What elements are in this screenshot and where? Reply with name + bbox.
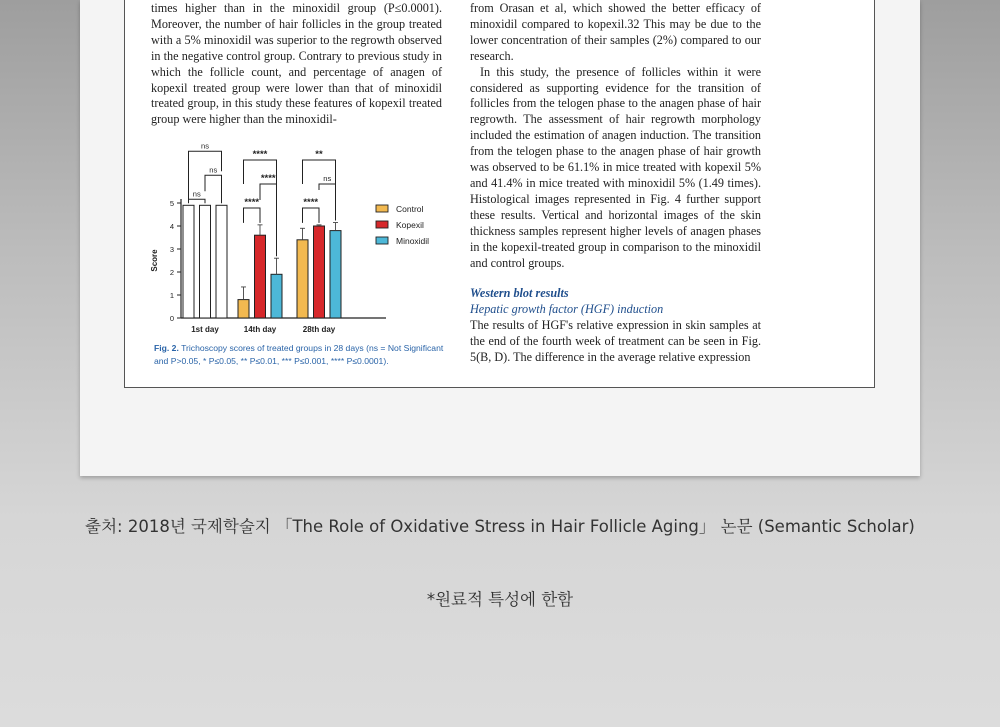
sig-low-1-bracket — [244, 208, 261, 223]
right-paragraph-2: In this study, the presence of follicles within it were considered as supporting evidence for the transition of follicles from the telogen phase to the anagen phase of hair regrowth. The assessment of hair regrowth morphology included the estimation of anagen induction. The transition from the telogen phase to the anagen phase of hair growth was observed to be 61.1% in mice treated with kopexil 5% and 41.4% in mice treated with minoxidil 5% (1.49 times). Histological images represented in Fig. 4 further support these results. Vertical and horizontal images of the skin thickness samples represent higher levels of anagen phases in the kopexil-treated group in comparison to the minoxidil and control groups. — [470, 64, 761, 270]
bar-minoxidil — [271, 274, 282, 318]
sig-high-1-label: **** — [252, 149, 268, 160]
legend-swatch-control — [376, 205, 388, 212]
x-tick-label: 28th day — [302, 325, 336, 334]
x-tick-label: 14th day — [243, 325, 277, 334]
y-tick-label: 4 — [169, 222, 174, 231]
y-tick-label: 3 — [169, 245, 174, 254]
legend-label-minoxidil: Minoxidil — [396, 236, 430, 246]
bar-kopexil — [255, 235, 266, 318]
bar-kopexil — [314, 226, 325, 318]
section-title: Western blot results — [470, 286, 569, 300]
chart-svg — [146, 138, 446, 338]
sig-mid-2-bracket — [319, 184, 336, 221]
bar-minoxidil — [216, 205, 227, 318]
caption-label: Fig. 2. — [154, 343, 179, 353]
right-paragraph-1: from Orasan et al, which showed the better efficacy of minoxidil compared to kopexil.32 This may be due to the lower concentration of their samples (2%) compared to our research. — [470, 1, 761, 63]
left-paragraph: times higher than in the minoxidil group (P≤0.0001). Moreover, the number of hair follicles in the group treated with a 5% minoxidil was superior to the regrowth observed in the negative control group. Contrary to previous study in which the follicle count, and percentage of anagen of kopexil treated group were lower than that of minoxidil treated group, in this study these features of kopexil treated group were higher than the minoxidil- — [151, 1, 442, 127]
sig-low-1-label: **** — [244, 197, 260, 208]
y-axis-label: Score — [150, 249, 159, 272]
source-citation: 출처: 2018년 국제학술지 「The Role of Oxidative Stress in Hair Follicle Aging」 논문 (Semantic Scholar) — [85, 517, 915, 536]
x-tick-label: 1st day — [191, 325, 219, 334]
legend-swatch-minoxidil — [376, 237, 388, 244]
sig-low-0-label: ns — [192, 189, 201, 199]
sig-mid-0-label: ns — [209, 165, 218, 175]
paper-page — [80, 0, 920, 476]
y-tick-label: 2 — [169, 268, 174, 277]
legend-swatch-kopexil — [376, 221, 388, 228]
bar-control — [183, 205, 194, 318]
bar-control — [238, 300, 249, 318]
section-text: The results of HGF's relative expression in skin samples at the end of the fourth week of treatment can be seen in Fig. 5(B, D). The difference in the average relative expression — [470, 317, 761, 364]
y-tick-label: 0 — [169, 314, 174, 323]
legend-label-kopexil: Kopexil — [396, 220, 424, 230]
footnote: *원료적 특성에 한함 — [426, 590, 574, 609]
sig-low-2-bracket — [303, 208, 320, 223]
figure-caption — [154, 342, 446, 367]
caption-text: Trichoscopy scores of treated groups in 28 days (ns = Not Significant and P>0.05, * P≤0.05, ** P≤0.01, *** P≤0.001, **** P≤0.0001). — [154, 343, 444, 366]
y-tick-label: 5 — [169, 199, 174, 208]
western-blot-section — [470, 286, 761, 366]
sig-low-2-label: **** — [303, 197, 319, 208]
bar-minoxidil — [330, 231, 341, 318]
bar-control — [297, 240, 308, 318]
legend-label-control: Control — [396, 204, 424, 214]
sig-low-0-bracket — [189, 199, 206, 203]
sig-high-0-label: ns — [201, 141, 209, 151]
sig-mid-0-bracket — [205, 175, 222, 203]
section-subtitle: Hepatic growth factor (HGF) induction — [470, 301, 664, 316]
trichoscopy-chart — [146, 138, 446, 334]
bar-kopexil — [200, 205, 211, 318]
right-column-text — [470, 1, 761, 271]
sig-mid-1-label: **** — [260, 173, 276, 184]
sig-high-2-label: ** — [315, 149, 323, 160]
left-column-text — [151, 1, 442, 128]
y-tick-label: 1 — [169, 291, 174, 300]
sig-mid-2-label: ns — [323, 174, 332, 183]
